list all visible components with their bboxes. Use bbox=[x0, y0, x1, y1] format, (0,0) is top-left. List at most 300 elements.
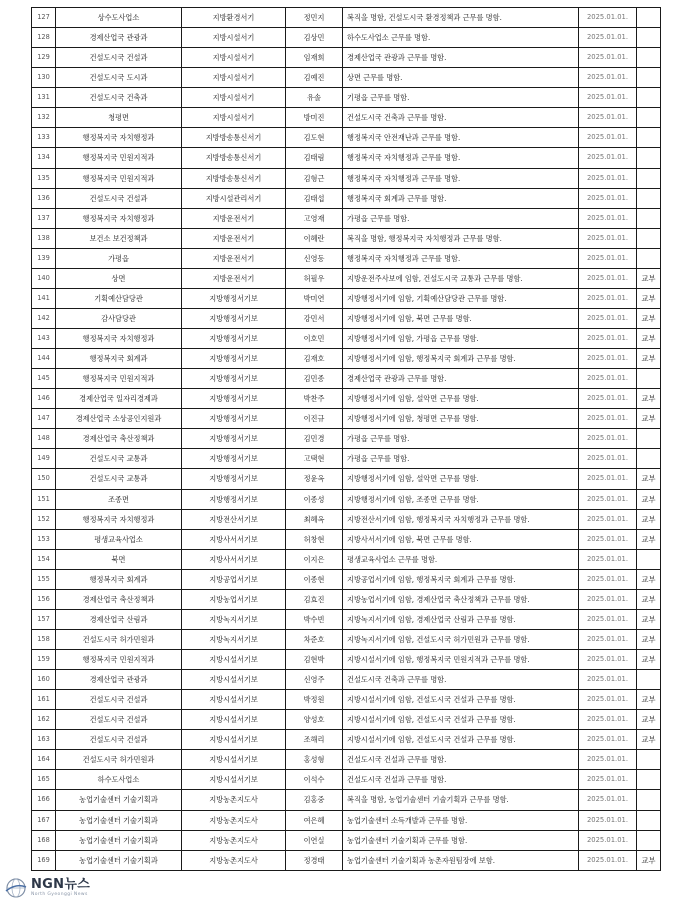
effective-date-cell: 2025.01.01. bbox=[579, 329, 637, 349]
remark-cell: 교부 bbox=[637, 308, 661, 328]
remark-cell: 교부 bbox=[637, 589, 661, 609]
remark-cell bbox=[637, 830, 661, 850]
effective-date-cell: 2025.01.01. bbox=[579, 8, 637, 28]
table-row bbox=[32, 369, 661, 389]
appointment-detail-cell: 가평읍 근무를 명함. bbox=[343, 429, 579, 449]
position-rank-cell: 지방녹지서기보 bbox=[182, 629, 286, 649]
table-row bbox=[32, 28, 661, 48]
effective-date-cell: 2025.01.01. bbox=[579, 349, 637, 369]
effective-date-cell: 2025.01.01. bbox=[579, 168, 637, 188]
position-rank-cell: 지방시설서기보 bbox=[182, 730, 286, 750]
table-row bbox=[32, 268, 661, 288]
position-rank-cell: 지방사서서기보 bbox=[182, 529, 286, 549]
remark-cell bbox=[637, 128, 661, 148]
current-department-cell: 농업기술센터 기술기획과 bbox=[56, 830, 182, 850]
remark-cell: 교부 bbox=[637, 349, 661, 369]
remark-cell bbox=[637, 770, 661, 790]
current-department-cell: 행정복지국 민원지적과 bbox=[56, 650, 182, 670]
employee-name-cell: 김태림 bbox=[286, 148, 343, 168]
current-department-cell: 행정복지국 자치행정과 bbox=[56, 509, 182, 529]
effective-date-cell: 2025.01.01. bbox=[579, 549, 637, 569]
current-department-cell: 기획예산담당관 bbox=[56, 288, 182, 308]
remark-cell bbox=[637, 228, 661, 248]
position-rank-cell: 지방행정서기보 bbox=[182, 449, 286, 469]
row-number-cell: 166 bbox=[32, 790, 56, 810]
appointment-detail-cell: 지방녹지서기에 임함, 경제산업국 산림과 근무를 명함. bbox=[343, 609, 579, 629]
employee-name-cell: 이혜란 bbox=[286, 228, 343, 248]
effective-date-cell: 2025.01.01. bbox=[579, 650, 637, 670]
appointment-detail-cell: 행정복지국 자치행정과 근무를 명함. bbox=[343, 148, 579, 168]
brand-text bbox=[31, 878, 90, 898]
remark-cell: 교부 bbox=[637, 730, 661, 750]
table-row bbox=[32, 770, 661, 790]
table-row bbox=[32, 710, 661, 730]
position-rank-cell: 지방행정서기보 bbox=[182, 469, 286, 489]
effective-date-cell: 2025.01.01. bbox=[579, 489, 637, 509]
table-row bbox=[32, 188, 661, 208]
table-row bbox=[32, 228, 661, 248]
effective-date-cell: 2025.01.01. bbox=[579, 208, 637, 228]
table-row bbox=[32, 489, 661, 509]
position-rank-cell: 지방행정서기보 bbox=[182, 288, 286, 308]
position-rank-cell: 지방시설관리서기 bbox=[182, 188, 286, 208]
current-department-cell: 하수도사업소 bbox=[56, 770, 182, 790]
employee-name-cell: 김도현 bbox=[286, 128, 343, 148]
employee-name-cell: 고택현 bbox=[286, 449, 343, 469]
current-department-cell: 건설도시국 건설과 bbox=[56, 690, 182, 710]
employee-name-cell: 이지은 bbox=[286, 549, 343, 569]
position-rank-cell: 지방사서서기보 bbox=[182, 549, 286, 569]
row-number-cell: 160 bbox=[32, 670, 56, 690]
ngn-globe-icon bbox=[5, 877, 27, 899]
employee-name-cell: 여은혜 bbox=[286, 810, 343, 830]
current-department-cell: 경제산업국 관광과 bbox=[56, 28, 182, 48]
table-row bbox=[32, 790, 661, 810]
employee-name-cell: 김예진 bbox=[286, 68, 343, 88]
row-number-cell: 137 bbox=[32, 208, 56, 228]
appointment-detail-cell: 경제산업국 관광과 근무를 명함. bbox=[343, 369, 579, 389]
remark-cell bbox=[637, 28, 661, 48]
appointment-detail-cell: 지방행정서기에 임함, 기획예산담당관 근무를 명함. bbox=[343, 288, 579, 308]
remark-cell: 교부 bbox=[637, 509, 661, 529]
employee-name-cell: 유솔 bbox=[286, 88, 343, 108]
position-rank-cell: 지방행정서기보 bbox=[182, 308, 286, 328]
current-department-cell: 상면 bbox=[56, 268, 182, 288]
remark-cell: 교부 bbox=[637, 268, 661, 288]
row-number-cell: 150 bbox=[32, 469, 56, 489]
appointment-detail-cell: 하수도사업소 근무를 명함. bbox=[343, 28, 579, 48]
appointment-detail-cell: 복직을 명함, 농업기술센터 기술기획과 근무를 명함. bbox=[343, 790, 579, 810]
row-number-cell: 140 bbox=[32, 268, 56, 288]
row-number-cell: 169 bbox=[32, 850, 56, 870]
employee-name-cell: 김형근 bbox=[286, 168, 343, 188]
position-rank-cell: 지방행정서기보 bbox=[182, 329, 286, 349]
position-rank-cell: 지방농업서기보 bbox=[182, 589, 286, 609]
remark-cell bbox=[637, 8, 661, 28]
remark-cell: 교부 bbox=[637, 569, 661, 589]
table-row bbox=[32, 429, 661, 449]
employee-name-cell: 임재희 bbox=[286, 48, 343, 68]
row-number-cell: 134 bbox=[32, 148, 56, 168]
table-row bbox=[32, 509, 661, 529]
effective-date-cell: 2025.01.01. bbox=[579, 369, 637, 389]
row-number-cell: 167 bbox=[32, 810, 56, 830]
appointment-detail-cell: 경제산업국 관광과 근무를 명함. bbox=[343, 48, 579, 68]
table-row bbox=[32, 8, 661, 28]
table-row bbox=[32, 529, 661, 549]
row-number-cell: 129 bbox=[32, 48, 56, 68]
appointment-detail-cell: 지방행정서기에 임함, 북면 근무를 명함. bbox=[343, 308, 579, 328]
table-row bbox=[32, 750, 661, 770]
position-rank-cell: 지방농촌지도사 bbox=[182, 790, 286, 810]
table-row bbox=[32, 349, 661, 369]
position-rank-cell: 지방시설서기보 bbox=[182, 690, 286, 710]
effective-date-cell: 2025.01.01. bbox=[579, 690, 637, 710]
remark-cell: 교부 bbox=[637, 850, 661, 870]
table-row bbox=[32, 128, 661, 148]
current-department-cell: 건설도시국 도시과 bbox=[56, 68, 182, 88]
effective-date-cell: 2025.01.01. bbox=[579, 670, 637, 690]
table-row bbox=[32, 329, 661, 349]
remark-cell bbox=[637, 88, 661, 108]
table-row bbox=[32, 248, 661, 268]
employee-name-cell: 김홍중 bbox=[286, 790, 343, 810]
table-row bbox=[32, 48, 661, 68]
appointment-detail-cell: 농업기술센터 소득개발과 근무를 명함. bbox=[343, 810, 579, 830]
employee-name-cell: 이종현 bbox=[286, 569, 343, 589]
effective-date-cell: 2025.01.01. bbox=[579, 409, 637, 429]
effective-date-cell: 2025.01.01. bbox=[579, 288, 637, 308]
position-rank-cell: 지방시설서기 bbox=[182, 68, 286, 88]
appointment-detail-cell: 가평읍 근무를 명함. bbox=[343, 449, 579, 469]
current-department-cell: 경제산업국 축산정책과 bbox=[56, 589, 182, 609]
effective-date-cell: 2025.01.01. bbox=[579, 68, 637, 88]
effective-date-cell: 2025.01.01. bbox=[579, 750, 637, 770]
current-department-cell: 건설도시국 허가민원과 bbox=[56, 629, 182, 649]
appointment-detail-cell: 지방행정서기에 임함, 조종면 근무를 명함. bbox=[343, 489, 579, 509]
remark-cell bbox=[637, 449, 661, 469]
row-number-cell: 141 bbox=[32, 288, 56, 308]
employee-name-cell: 이종성 bbox=[286, 489, 343, 509]
remark-cell bbox=[637, 810, 661, 830]
effective-date-cell: 2025.01.01. bbox=[579, 569, 637, 589]
position-rank-cell: 지방운전서기 bbox=[182, 248, 286, 268]
employee-name-cell: 최혜옥 bbox=[286, 509, 343, 529]
employee-name-cell: 김효진 bbox=[286, 589, 343, 609]
row-number-cell: 147 bbox=[32, 409, 56, 429]
current-department-cell: 건설도시국 건설과 bbox=[56, 710, 182, 730]
employee-name-cell: 김민종 bbox=[286, 369, 343, 389]
table-row bbox=[32, 810, 661, 830]
position-rank-cell: 지방농촌지도사 bbox=[182, 830, 286, 850]
current-department-cell: 경제산업국 일자리경제과 bbox=[56, 389, 182, 409]
appointment-detail-cell: 평생교육사업소 근무를 명함. bbox=[343, 549, 579, 569]
position-rank-cell: 지방농촌지도사 bbox=[182, 850, 286, 870]
employee-name-cell: 고영재 bbox=[286, 208, 343, 228]
row-number-cell: 168 bbox=[32, 830, 56, 850]
effective-date-cell: 2025.01.01. bbox=[579, 850, 637, 870]
remark-cell bbox=[637, 48, 661, 68]
employee-name-cell: 박미연 bbox=[286, 288, 343, 308]
position-rank-cell: 지방행정서기보 bbox=[182, 489, 286, 509]
current-department-cell: 청평면 bbox=[56, 108, 182, 128]
brand-subtitle: North Gyeonggi News bbox=[31, 892, 88, 897]
appointment-detail-cell: 지방행정서기에 임함, 행정복지국 회계과 근무를 명함. bbox=[343, 349, 579, 369]
current-department-cell: 평생교육사업소 bbox=[56, 529, 182, 549]
current-department-cell: 농업기술센터 기술기획과 bbox=[56, 850, 182, 870]
current-department-cell: 행정복지국 자치행정과 bbox=[56, 329, 182, 349]
remark-cell bbox=[637, 188, 661, 208]
remark-cell: 교부 bbox=[637, 389, 661, 409]
remark-cell: 교부 bbox=[637, 489, 661, 509]
table-row bbox=[32, 830, 661, 850]
position-rank-cell: 지방운전서기 bbox=[182, 228, 286, 248]
current-department-cell: 건설도시국 건설과 bbox=[56, 188, 182, 208]
row-number-cell: 161 bbox=[32, 690, 56, 710]
employee-name-cell: 조해리 bbox=[286, 730, 343, 750]
table-row bbox=[32, 629, 661, 649]
row-number-cell: 144 bbox=[32, 349, 56, 369]
row-number-cell: 149 bbox=[32, 449, 56, 469]
appointment-detail-cell: 지방행정서기에 임함, 설악면 근무를 명함. bbox=[343, 389, 579, 409]
current-department-cell: 건설도시국 허가민원과 bbox=[56, 750, 182, 770]
effective-date-cell: 2025.01.01. bbox=[579, 108, 637, 128]
employee-name-cell: 정민지 bbox=[286, 8, 343, 28]
remark-cell: 교부 bbox=[637, 288, 661, 308]
position-rank-cell: 지방전산서기보 bbox=[182, 509, 286, 529]
appointment-detail-cell: 행정복지국 회계과 근무를 명함. bbox=[343, 188, 579, 208]
employee-name-cell: 이진규 bbox=[286, 409, 343, 429]
position-rank-cell: 지방시설서기 bbox=[182, 28, 286, 48]
effective-date-cell: 2025.01.01. bbox=[579, 148, 637, 168]
position-rank-cell: 지방시설서기보 bbox=[182, 650, 286, 670]
remark-cell: 교부 bbox=[637, 650, 661, 670]
appointment-detail-cell: 지방사서서기에 임함, 북면 근무를 명함. bbox=[343, 529, 579, 549]
effective-date-cell: 2025.01.01. bbox=[579, 48, 637, 68]
appointment-detail-cell: 지방행정서기에 임함, 청평면 근무를 명함. bbox=[343, 409, 579, 429]
effective-date-cell: 2025.01.01. bbox=[579, 609, 637, 629]
effective-date-cell: 2025.01.01. bbox=[579, 449, 637, 469]
row-number-cell: 139 bbox=[32, 248, 56, 268]
row-number-cell: 165 bbox=[32, 770, 56, 790]
current-department-cell: 행정복지국 자치행정과 bbox=[56, 208, 182, 228]
position-rank-cell: 지방행정서기보 bbox=[182, 409, 286, 429]
position-rank-cell: 지방공업서기보 bbox=[182, 569, 286, 589]
row-number-cell: 162 bbox=[32, 710, 56, 730]
appointment-detail-cell: 건설도시국 건설과 근무를 명함. bbox=[343, 750, 579, 770]
position-rank-cell: 지방운전서기 bbox=[182, 208, 286, 228]
current-department-cell: 행정복지국 자치행정과 bbox=[56, 128, 182, 148]
current-department-cell: 건설도시국 교통과 bbox=[56, 449, 182, 469]
row-number-cell: 130 bbox=[32, 68, 56, 88]
current-department-cell: 행정복지국 민원지적과 bbox=[56, 168, 182, 188]
effective-date-cell: 2025.01.01. bbox=[579, 188, 637, 208]
effective-date-cell: 2025.01.01. bbox=[579, 629, 637, 649]
effective-date-cell: 2025.01.01. bbox=[579, 248, 637, 268]
appointment-detail-cell: 건설도시국 건축과 근무를 명함. bbox=[343, 108, 579, 128]
current-department-cell: 경제산업국 축산정책과 bbox=[56, 429, 182, 449]
table-row bbox=[32, 108, 661, 128]
appointment-detail-cell: 복직을 명함, 행정복지국 자치행정과 근무를 명함. bbox=[343, 228, 579, 248]
appointment-detail-cell: 복직을 명함, 건설도시국 환경정책과 근무를 명함. bbox=[343, 8, 579, 28]
effective-date-cell: 2025.01.01. bbox=[579, 830, 637, 850]
employee-name-cell: 이연실 bbox=[286, 830, 343, 850]
employee-name-cell: 이석수 bbox=[286, 770, 343, 790]
appointment-detail-cell: 행정복지국 안전재난과 근무를 명함. bbox=[343, 128, 579, 148]
table-row bbox=[32, 850, 661, 870]
row-number-cell: 158 bbox=[32, 629, 56, 649]
appointment-detail-cell: 지방농업서기에 임함, 경제산업국 축산정책과 근무를 명함. bbox=[343, 589, 579, 609]
current-department-cell: 건설도시국 건설과 bbox=[56, 730, 182, 750]
position-rank-cell: 지방시설서기보 bbox=[182, 770, 286, 790]
personnel-table-body bbox=[32, 8, 661, 871]
appointment-detail-cell: 지방행정서기에 임함, 설악면 근무를 명함. bbox=[343, 469, 579, 489]
table-row bbox=[32, 308, 661, 328]
row-number-cell: 136 bbox=[32, 188, 56, 208]
current-department-cell: 건설도시국 건축과 bbox=[56, 88, 182, 108]
row-number-cell: 153 bbox=[32, 529, 56, 549]
row-number-cell: 154 bbox=[32, 549, 56, 569]
row-number-cell: 143 bbox=[32, 329, 56, 349]
current-department-cell: 경제산업국 관광과 bbox=[56, 670, 182, 690]
effective-date-cell: 2025.01.01. bbox=[579, 529, 637, 549]
effective-date-cell: 2025.01.01. bbox=[579, 389, 637, 409]
employee-name-cell: 박수빈 bbox=[286, 609, 343, 629]
row-number-cell: 155 bbox=[32, 569, 56, 589]
remark-cell bbox=[637, 168, 661, 188]
position-rank-cell: 지방시설서기보 bbox=[182, 750, 286, 770]
table-row bbox=[32, 609, 661, 629]
employee-name-cell: 신영주 bbox=[286, 670, 343, 690]
current-department-cell: 건설도시국 건설과 bbox=[56, 48, 182, 68]
appointment-detail-cell: 농업기술센터 기술기획과 근무를 명함. bbox=[343, 830, 579, 850]
brand-logo bbox=[5, 878, 90, 898]
effective-date-cell: 2025.01.01. bbox=[579, 228, 637, 248]
employee-name-cell: 박정원 bbox=[286, 690, 343, 710]
current-department-cell: 조종면 bbox=[56, 489, 182, 509]
position-rank-cell: 지방행정서기보 bbox=[182, 369, 286, 389]
remark-cell bbox=[637, 68, 661, 88]
current-department-cell: 상수도사업소 bbox=[56, 8, 182, 28]
effective-date-cell: 2025.01.01. bbox=[579, 810, 637, 830]
employee-name-cell: 김현박 bbox=[286, 650, 343, 670]
position-rank-cell: 지방방송통신서기 bbox=[182, 168, 286, 188]
current-department-cell: 가평읍 bbox=[56, 248, 182, 268]
table-row bbox=[32, 88, 661, 108]
table-row bbox=[32, 68, 661, 88]
position-rank-cell: 지방방송통신서기 bbox=[182, 128, 286, 148]
position-rank-cell: 지방시설서기 bbox=[182, 48, 286, 68]
current-department-cell: 북면 bbox=[56, 549, 182, 569]
position-rank-cell: 지방시설서기보 bbox=[182, 670, 286, 690]
table-row bbox=[32, 589, 661, 609]
appointment-detail-cell: 건설도시국 건설과 근무를 명함. bbox=[343, 770, 579, 790]
effective-date-cell: 2025.01.01. bbox=[579, 730, 637, 750]
row-number-cell: 159 bbox=[32, 650, 56, 670]
employee-name-cell: 홍성형 bbox=[286, 750, 343, 770]
remark-cell: 교부 bbox=[637, 469, 661, 489]
effective-date-cell: 2025.01.01. bbox=[579, 268, 637, 288]
remark-cell bbox=[637, 369, 661, 389]
employee-name-cell: 양성호 bbox=[286, 710, 343, 730]
row-number-cell: 146 bbox=[32, 389, 56, 409]
employee-name-cell: 강민서 bbox=[286, 308, 343, 328]
appointment-detail-cell: 지방행정서기에 임함, 가평읍 근무를 명함. bbox=[343, 329, 579, 349]
remark-cell bbox=[637, 148, 661, 168]
employee-name-cell: 신영동 bbox=[286, 248, 343, 268]
remark-cell: 교부 bbox=[637, 629, 661, 649]
appointment-detail-cell: 기평읍 근무를 명함. bbox=[343, 88, 579, 108]
remark-cell: 교부 bbox=[637, 690, 661, 710]
current-department-cell: 행정복지국 민원지적과 bbox=[56, 369, 182, 389]
effective-date-cell: 2025.01.01. bbox=[579, 88, 637, 108]
position-rank-cell: 지방환경서기 bbox=[182, 8, 286, 28]
employee-name-cell: 이호민 bbox=[286, 329, 343, 349]
employee-name-cell: 정경태 bbox=[286, 850, 343, 870]
current-department-cell: 행정복지국 회계과 bbox=[56, 349, 182, 369]
table-row bbox=[32, 288, 661, 308]
remark-cell bbox=[637, 108, 661, 128]
row-number-cell: 138 bbox=[32, 228, 56, 248]
effective-date-cell: 2025.01.01. bbox=[579, 308, 637, 328]
employee-name-cell: 허필우 bbox=[286, 268, 343, 288]
remark-cell bbox=[637, 790, 661, 810]
effective-date-cell: 2025.01.01. bbox=[579, 429, 637, 449]
effective-date-cell: 2025.01.01. bbox=[579, 710, 637, 730]
employee-name-cell: 허창현 bbox=[286, 529, 343, 549]
effective-date-cell: 2025.01.01. bbox=[579, 770, 637, 790]
position-rank-cell: 지방녹지서기보 bbox=[182, 609, 286, 629]
position-rank-cell: 지방시설서기보 bbox=[182, 710, 286, 730]
effective-date-cell: 2025.01.01. bbox=[579, 589, 637, 609]
employee-name-cell: 김상민 bbox=[286, 28, 343, 48]
remark-cell: 교부 bbox=[637, 710, 661, 730]
current-department-cell: 경제산업국 산림과 bbox=[56, 609, 182, 629]
remark-cell: 교부 bbox=[637, 409, 661, 429]
row-number-cell: 131 bbox=[32, 88, 56, 108]
effective-date-cell: 2025.01.01. bbox=[579, 469, 637, 489]
effective-date-cell: 2025.01.01. bbox=[579, 128, 637, 148]
remark-cell bbox=[637, 248, 661, 268]
appointment-detail-cell: 농업기술센터 기술기획과 농촌자원팀장에 보함. bbox=[343, 850, 579, 870]
employee-name-cell: 차준호 bbox=[286, 629, 343, 649]
brand-name: NGN뉴스 bbox=[31, 877, 91, 892]
position-rank-cell: 지방행정서기보 bbox=[182, 349, 286, 369]
effective-date-cell: 2025.01.01. bbox=[579, 790, 637, 810]
table-row bbox=[32, 730, 661, 750]
remark-cell bbox=[637, 429, 661, 449]
row-number-cell: 132 bbox=[32, 108, 56, 128]
row-number-cell: 142 bbox=[32, 308, 56, 328]
remark-cell bbox=[637, 670, 661, 690]
current-department-cell: 보건소 보건정책과 bbox=[56, 228, 182, 248]
appointment-detail-cell: 지방공업서기에 임함, 행정복지국 회계과 근무를 명함. bbox=[343, 569, 579, 589]
position-rank-cell: 지방행정서기보 bbox=[182, 389, 286, 409]
employee-name-cell: 정윤옥 bbox=[286, 469, 343, 489]
position-rank-cell: 지방운전서기 bbox=[182, 268, 286, 288]
current-department-cell: 경제산업국 소상공인지원과 bbox=[56, 409, 182, 429]
position-rank-cell: 지방시설서기 bbox=[182, 108, 286, 128]
personnel-table bbox=[31, 7, 661, 871]
row-number-cell: 145 bbox=[32, 369, 56, 389]
table-row bbox=[32, 148, 661, 168]
employee-name-cell: 박찬주 bbox=[286, 389, 343, 409]
table-row bbox=[32, 650, 661, 670]
row-number-cell: 163 bbox=[32, 730, 56, 750]
appointment-detail-cell: 행정복지국 자치행정과 근무를 명함. bbox=[343, 248, 579, 268]
effective-date-cell: 2025.01.01. bbox=[579, 509, 637, 529]
row-number-cell: 156 bbox=[32, 589, 56, 609]
